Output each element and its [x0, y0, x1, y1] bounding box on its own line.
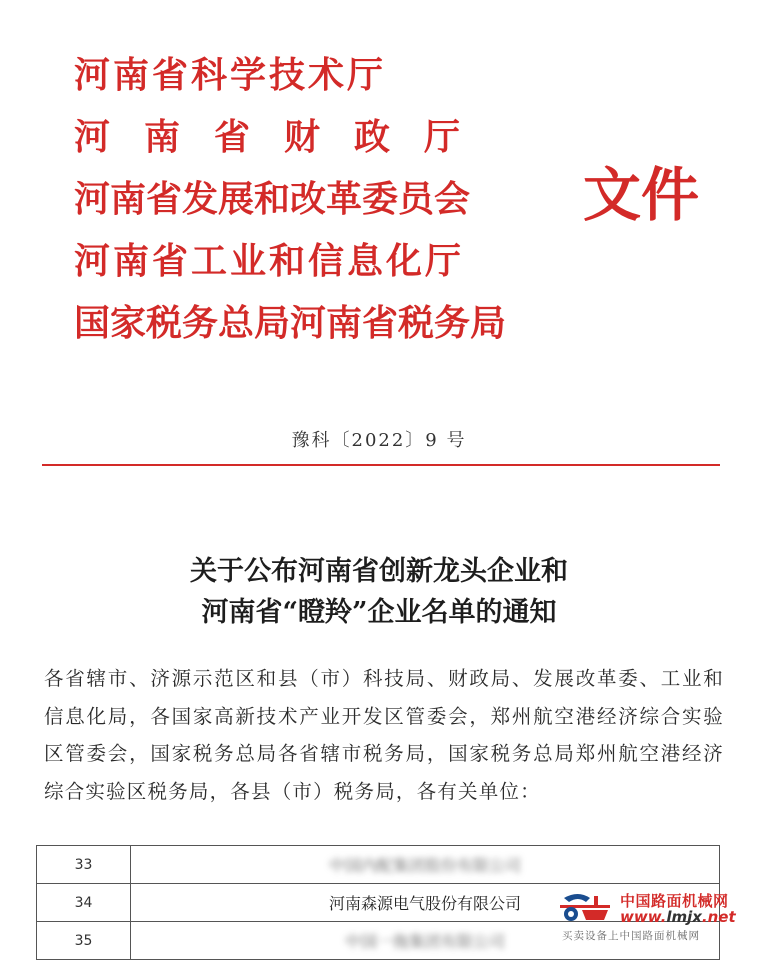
issuing-authorities [74, 44, 506, 354]
row-number: 34 [37, 884, 131, 922]
row-number: 33 [37, 846, 131, 884]
watermark-slogan: 买卖设备上中国路面机械网 [562, 930, 700, 942]
site-watermark [558, 890, 758, 960]
url-prefix: www. [620, 908, 667, 926]
issuer-tax-bureau: 国家税务总局河南省税务局 [74, 302, 507, 344]
table-row [37, 846, 720, 884]
notice-title-line2: 河南省“瞪羚”企业名单的通知 [201, 597, 557, 628]
company-name-blurred: 中国内配集团股份有限公司 [328, 856, 521, 875]
url-domain: lmjx [666, 908, 702, 926]
lmjx-logo-icon [560, 892, 610, 924]
issuer-finance-dept: 河南省财政厅 [74, 116, 495, 158]
issuer-industry-it-dept: 河南省工业和信息化厅 [74, 240, 465, 282]
url-tld: .net [701, 908, 736, 926]
company-name: 河南森源电气股份有限公司 [131, 884, 720, 922]
document-word: 文件 [583, 161, 700, 229]
issuer-development-reform-commission: 河南省发展和改革委员会 [74, 178, 471, 220]
issuer-science-tech-dept: 河南省科学技术厅 [74, 54, 387, 96]
watermark-url [620, 908, 736, 926]
red-divider [42, 464, 720, 466]
document-number: 豫科〔2022〕9 号 [291, 430, 467, 451]
watermark-site-name: 中国路面机械网 [620, 892, 729, 910]
addressees-paragraph: 各省辖市、济源示范区和县（市）科技局、财政局、发展改革委、工业和信息化局，各国家高新技术产业开发区管委会，郑州航空港经济综合实验区管委会，国家税务总局各省辖市税务局，国家税务总局郑州航空港经济综合实验区税务局，各县（市）税务局，各有关单位： [44, 667, 724, 803]
notice-title-line1: 关于公布河南省创新龙头企业和 [190, 556, 568, 587]
row-number: 35 [37, 922, 131, 960]
company-name-blurred: 中国一拖集团有限公司 [344, 932, 505, 951]
